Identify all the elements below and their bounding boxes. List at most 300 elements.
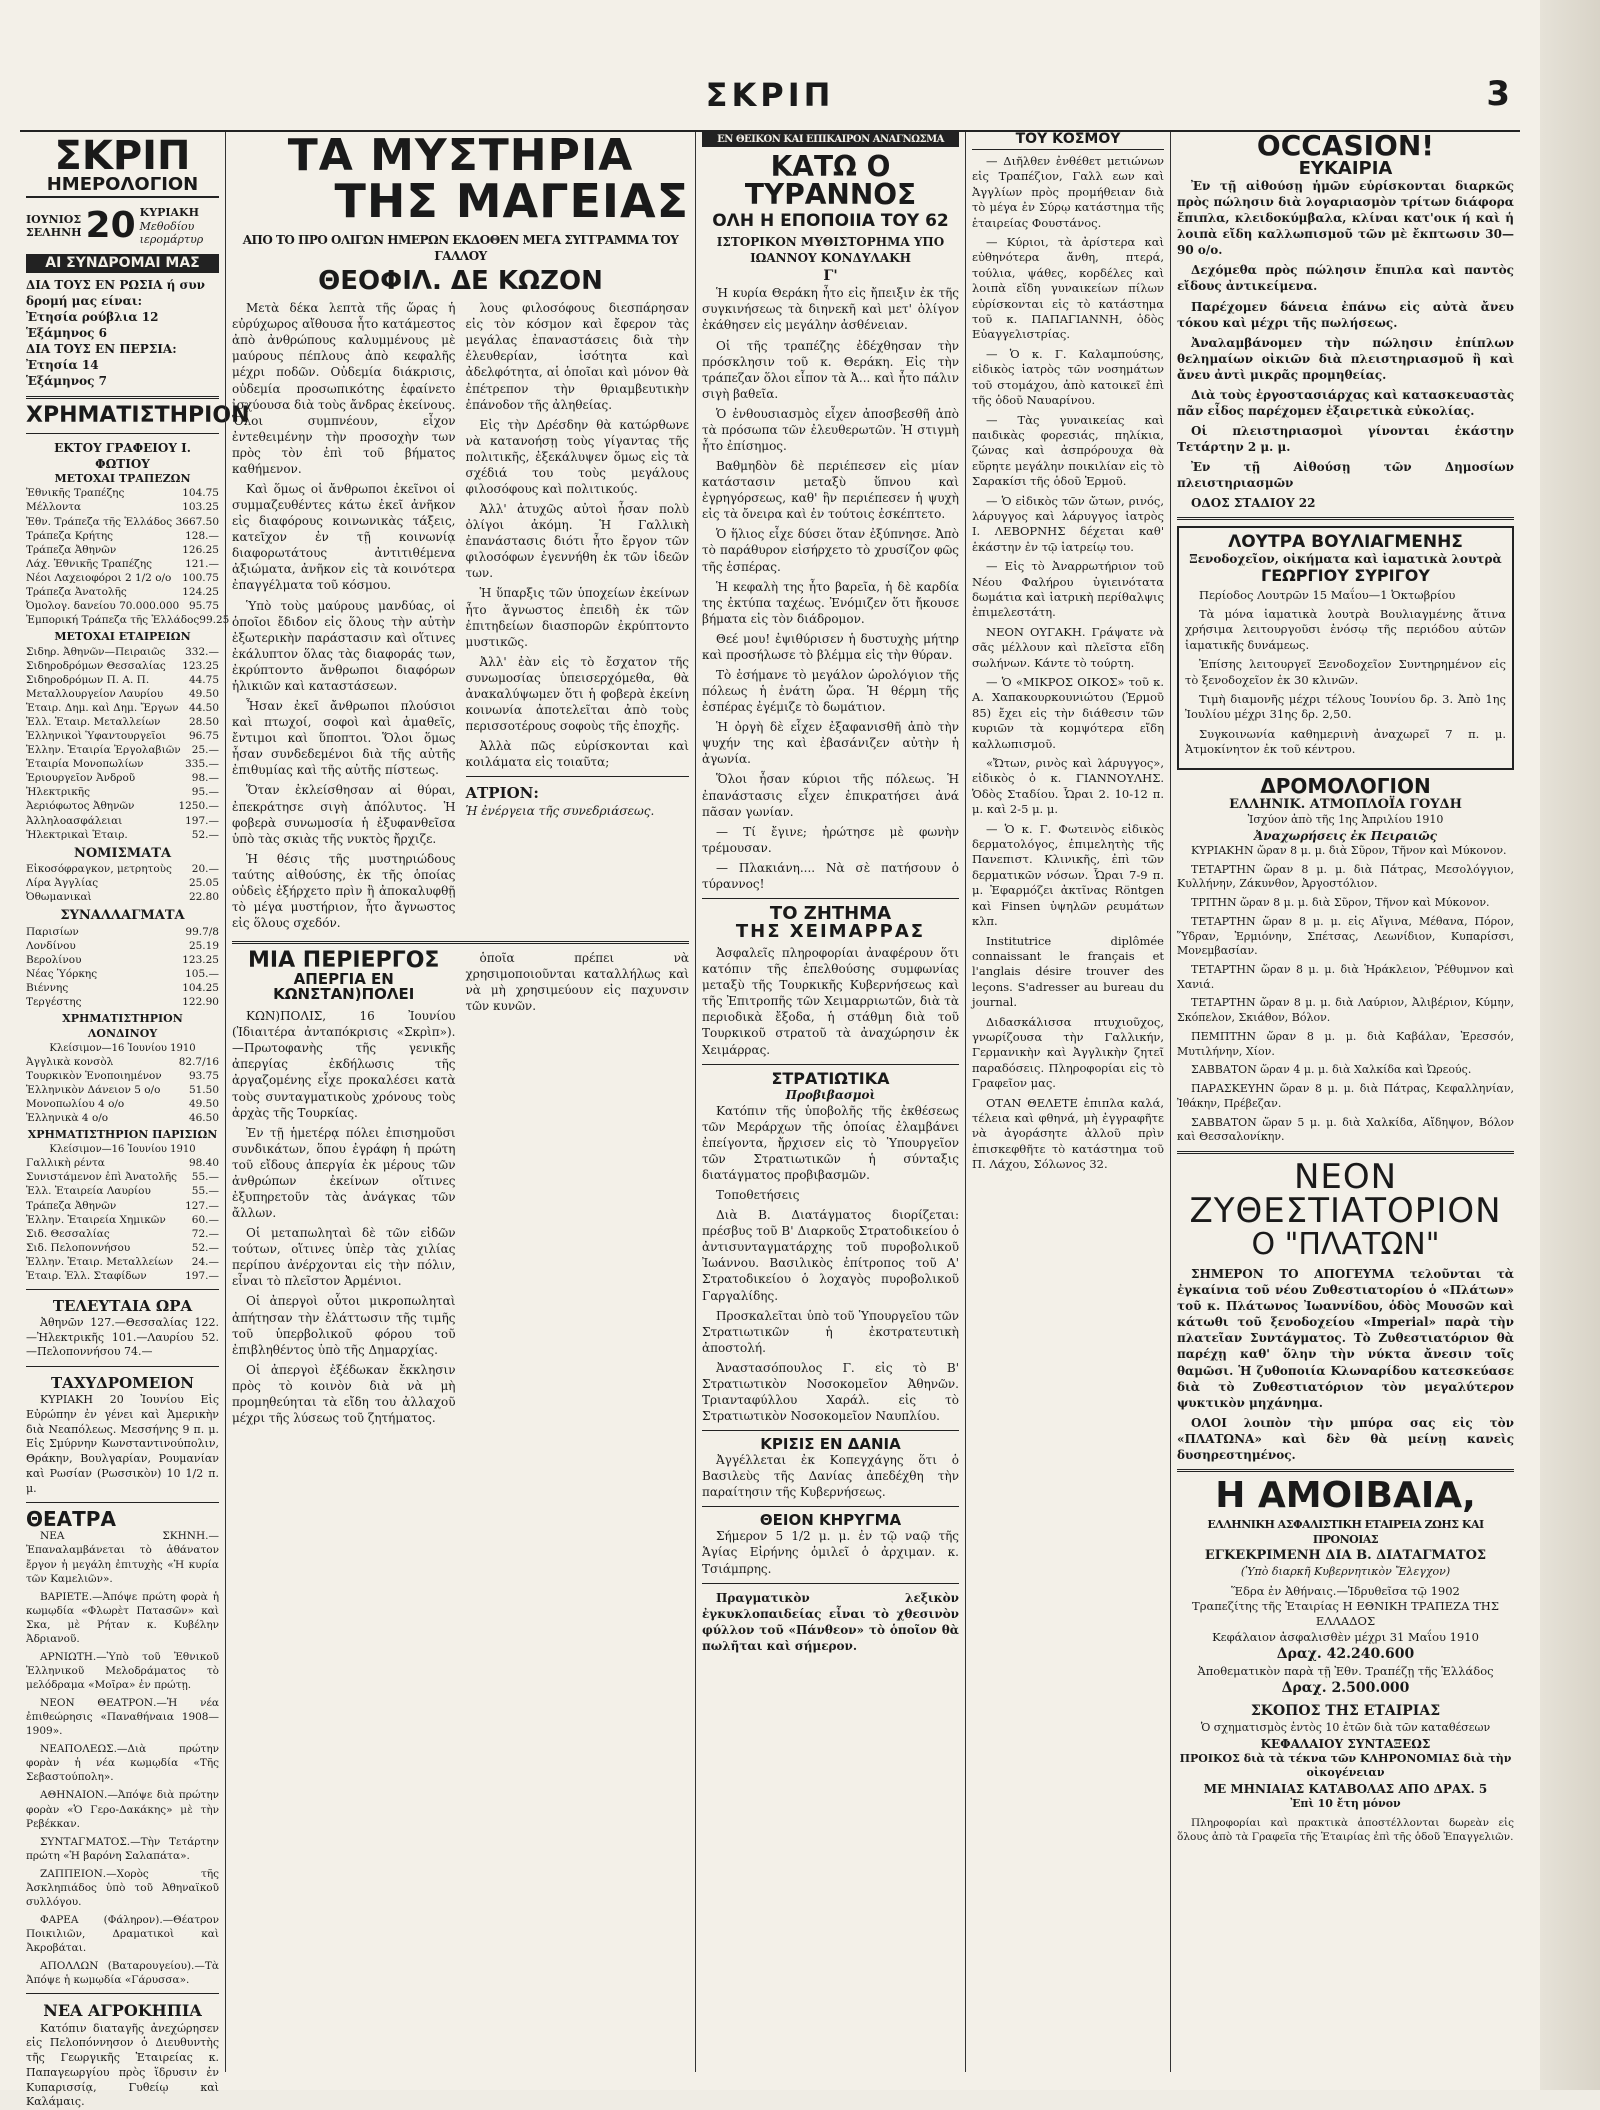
company-row	[26, 814, 219, 828]
bank-row-label: Λάχ. Ἐθνικῆς Τραπέζης	[26, 557, 153, 570]
fx-row	[26, 953, 219, 967]
page-number: 3	[1486, 74, 1510, 114]
theatre-item: ΖΑΠΠΕΙΟΝ.—Χορὸς τῆς Ἀσκληπιάδος ὑπὸ τοῦ Ἀθηναϊκοῦ συλλόγου.	[26, 1867, 219, 1908]
bank-row-value: 128.—	[185, 529, 219, 542]
mysteries-paragraph: Ὑπὸ τοὺς μαύρους μανδύας, οἱ ὁποῖοι ἔδιδον εἰς ὅλους τὴν αὐτὴν ἐξωτερικὴν παράστασιν καὶ οἵτινες ἐκάλυπτον ὅλας τὰς διαφοράς των, ἐκρύπτοντο ἄνθρωποι διαφόρων ἡλικιῶν καὶ καταστάσεων.	[232, 598, 456, 693]
cheimarra-text: Ἀσφαλεῖς πληροφορίαι ἀναφέρουν ὅτι κατόπιν τῆς ἐπελθούσης συμφωνίας μεταξὺ τῆς Τουρκικῆς Κυβερνήσεως καὶ τῆς Ἐπιτροπῆς τῶν Χειμαρριωτῶν, διὰ τὰ περιοδικὰ ἔξοδα, ἡ στάθμη διὰ τοῦ Τουρκικοῦ στρατοῦ τὰ ἀναχώρησιν ἐκ Χειμάρρας.	[702, 946, 959, 1057]
company-row-value: 44.50	[188, 702, 219, 715]
paris-row-label: Σιδ. Θεσσαλίας	[26, 1227, 110, 1240]
occasion-head: OCCASION!	[1256, 129, 1435, 162]
insurance-cap: ΚΕΦΑΛΑΙΟΥ ΣΥΝΤΑΞΕΩΣ	[1260, 1736, 1431, 1751]
last-hour-text: Ἀθηνῶν 127.—Θεσσαλίας 122.—Ἠλεκτρικῆς 101.—Λαυρίου 52.—Πελοποννήσου 74.—	[26, 1315, 219, 1359]
paris-row	[26, 1170, 219, 1184]
theatre-item: ΑΘΗΝΑΙΟΝ.—Ἀπόψε διὰ πρώτην φορὰν «Ὁ Γερο-Δακάκης» μὲ τὴν Ρεβέκκαν.	[26, 1789, 219, 1830]
fx-row-value: 123.25	[182, 953, 219, 966]
route-item: ΤΡΙΤΗΝ ὥραν 8 μ. μ. διὰ Σῦρον, Τῆνον καὶ Μύκονον.	[1191, 896, 1490, 910]
london-row-label: Ἀγγλικὰ κονσὸλ	[26, 1055, 114, 1068]
london-row-value: 49.50	[188, 1098, 219, 1111]
paris-row-value: 55.—	[191, 1171, 219, 1184]
company-row	[26, 659, 219, 673]
company-row-label: Ἐριουργεῖον Ἀνδροῦ	[26, 772, 136, 785]
cheimarra-head-1: ΤΟ ΖΗΤΗΜΑ	[769, 903, 892, 925]
world-ad: — Ὁ εἰδικὸς τῶν ὤτων, ρινός, λάρυγγος καὶ λάρυγγος ἰατρὸς Ι. ΛΕΒΟΡΝΗΣ δέχεται καθ' ἑκάστην ἐν τῷ ἰατρείῳ του.	[972, 493, 1164, 554]
theatre-item: ΝΕΑΠΟΛΕΩΣ.—Διὰ πρώτην φορὰν ἡ νέα κωμῳδία «Τῆς Σεβαστούπολη».	[26, 1743, 219, 1784]
paris-row-value: 127.—	[185, 1199, 219, 1212]
theatre-head: ΘΕΑΤΡΑ	[26, 1507, 116, 1532]
bank-row-label: Ἐμπορική Τράπεζα τῆς Ἑλλάδος	[26, 613, 200, 626]
paris-row	[26, 1213, 219, 1227]
bank-row-label: Νέοι Λαχειοφόροι 2 1/2 ο/ο	[26, 571, 172, 584]
fx-row	[26, 925, 219, 939]
world-ad: Διδασκάλισσα πτυχιοῦχος, γνωρίζουσα τὴν Γαλλικήν, Γερμανικὴν καὶ Ἀγγλικὴν ζητεῖ παραδόσεις. Πληροφορίαι εἰς τὸ Γραφεῖον μας.	[972, 1014, 1164, 1091]
route-item: ΠΕΜΠΤΗΝ ὥραν 8 μ. μ. διὰ Καβάλαν, Ἐρεσσόν, Μυτιλήνην, Χίον.	[1177, 1029, 1514, 1058]
company-row-label: Ἑταιρ. Δημ. καὶ Δημ. Ἔργων	[26, 702, 179, 715]
company-row	[26, 729, 219, 743]
world-ad: — Εἰς τὸ Ἀναρρωτήριον τοῦ Νέου Φαλήρου ὑγιεινότατα δωμάτια καὶ ἰατρικὴ περίθαλψις ἐπιμελεστάτη.	[972, 559, 1164, 620]
baths-paragraph: Τιμὴ διαμονῆς μέχρι τέλους Ἰουνίου δρ. 3. Ἀπὸ 1ης Ἰουλίου μέχρι 31ης δρ. 2,50.	[1185, 692, 1506, 722]
subs-row: ΔΙΑ ΤΟΥΣ ΕΝ ΡΩΣΙΑ ή συν δρομή μας είναι:	[26, 277, 206, 309]
military-paragraph: Κατόπιν τῆς ὑποβολῆς τῆς ἐκθέσεως τῶν Μεράρχων τῆς ὁποίας ἐλαμβάνει ἐπείγοντα, ἤρχισεν εἰς τὸ Ὑπουργεῖον τῶν Στρατιωτικῶν ἡ σύνταξις διατάγματος προβιβασμῶν.	[702, 1103, 959, 1182]
tyrant-paragraph: — Τί ἔγινε; ἠρώτησε μὲ φωνὴν τρέμουσαν.	[702, 824, 959, 855]
paris-row-value: 55.—	[191, 1185, 219, 1198]
fx-row	[26, 981, 219, 995]
london-row-value: 46.50	[188, 1112, 219, 1125]
insurance-aim-head: ΣΚΟΠΟΣ ΤΗΣ ΕΤΑΙΡΙΑΣ	[1250, 1703, 1441, 1720]
mysteries-paragraph: Ἀλλ' ἀτυχῶς αὐτοὶ ἦσαν πολὺ ὀλίγοι ἀκόμη. Ἡ Γαλλικὴ ἐπανάστασις διότι ἦτο ἔργον τῶν φιλοσόφων ἐγεννήθη ἐκ τῶν ἰδεῶν των.	[465, 502, 689, 581]
banks-table	[26, 486, 230, 627]
coin-row	[26, 890, 219, 904]
occasion-paragraph: Ἀναλαμβάνομεν τὴν πώλησιν ἐπίπλων θελημαίων οἰκιῶν διὰ πλειστηριασμοῦ ἢ καὶ ἄνευ ἀντὶ μικρᾶς προμηθείας.	[1177, 335, 1514, 382]
paris-row-label: Ἑλλ. Ἑταιρεία Λαυρίου	[26, 1185, 151, 1198]
tyrant-sub: ΟΛΗ Η ΕΠΟΠΟΙΙΑ ΤΟΥ 62	[712, 211, 949, 232]
bank-row	[26, 613, 230, 627]
mysteries-title-2: ΤΗΣ ΜΑΓΕΙΑΣ	[334, 174, 689, 228]
route-item: ΤΕΤΑΡΤΗΝ ὥραν 8 μ. μ. διὰ Λαύριον, Ἀλιβέριον, Κύμην, Σκόπελον, Σκιάθον, Βόλον.	[1177, 996, 1514, 1025]
insurance-end: Ἐπὶ 10 ἔτη μόνον	[1290, 1797, 1401, 1811]
post-text: ΚΥΡΙΑΚΗ 20 Ἰουνίου Εἰς Εὐρώπην ἐν γένει καὶ Ἀμερικὴν διὰ Νεαπόλεως. Μεσσήνης 9 π. μ. Εἰς Σμύρνην Κωνσταντινούπολιν, Θράκην, Βουλγαρίαν, Ρουμανίαν καὶ Ρωσίαν (Ρωσσικὸν) 10 1/2 π. μ.	[26, 1393, 219, 1495]
company-row-value: 25.—	[191, 744, 219, 757]
company-row-value: 335.—	[185, 758, 219, 771]
company-row	[26, 828, 219, 842]
paris-date: Κλείσιμον—16 Ἰουνίου 1910	[49, 1143, 196, 1155]
occasion-paragraph: Ἐν τῇ Αἰθούσῃ τῶν Δημοσίων πλειστηριασμῶν	[1177, 460, 1514, 491]
cheimarra-head-2: ΤΗΣ ΧΕΙΜΑΡΡΑΣ	[735, 921, 926, 943]
company-row-value: 332.—	[185, 645, 219, 658]
paris-row	[26, 1241, 219, 1255]
theatre-item: ΑΡΝΙΩΤΗ.—Ὑπὸ τοῦ Ἐθνικοῦ Ἑλληνικοῦ Μελοδράματος τὸ μελόδραμα «Μοῖρα» ἐν πρώτῃ.	[26, 1650, 219, 1692]
insurance-row: Δραχ. 42.240.600	[1276, 1646, 1415, 1663]
company-row-label: Ἀεριόφωτος Ἀθηνῶν	[26, 800, 135, 813]
agri-text: Κατόπιν διαταγῆς ἀνεχώρησεν εἰς Πελοπόννησον ὁ Διευθυντὴς τῆς Γεωργικῆς Ἑταιρείας κ. Παπαγεωργίου πρὸς ἵδρυσιν ἐν Κυπαρισσίᾳ, Γυθείῳ καὶ Καλάμαις.	[26, 2021, 219, 2109]
bank-row-label: Ἐθνικῆς Τραπέζης	[26, 487, 125, 500]
insurance-rows	[1177, 1584, 1514, 1699]
subs-list	[26, 277, 219, 390]
london-row-label: Ἑλληνικὸν Δάνειον 5 ο/ο	[26, 1084, 161, 1097]
atrion-head: ΑΤΡΙΟΝ:	[465, 784, 539, 803]
world-ad: ΟΤΑΝ ΘΕΛΕΤΕ ἐπιπλα καλά, τέλεια καὶ φθηνά, μὴ ἐγγραφῆτε νὰ ἀγοράσητε ἀλλοῦ πρὶν ἐπισκεφθῆτε τὸ κατάστημα τοῦ Π. Λάχου, Σόλωνος 32.	[972, 1095, 1164, 1172]
exchange-head: ΧΡΗΜΑΤΙΣΤΗΡΙΟΝ	[26, 402, 250, 428]
mysteries-paragraph: Καὶ ὅμως οἱ ἄνθρωποι ἐκεῖνοι οἱ συμμαζευθέντες κάτω ἐκεῖ ἀνῆκον εἰς διαφόρους κοινωνικὰς τάξεις, κατεῖχον ἐν τῇ κοινωνίᾳ διαφορωτάτους ἀντιτιθέμενα ἀξιώματα, ἀνῆκον εἰς τὰ κοινότερα ἐπαγγέλματα τοῦ κόσμου.	[232, 482, 456, 593]
baths-paragraph: Ἐπίσης λειτουργεῖ Ξενοδοχεῖον Συντηρημένον εἰς τὸ ξενοδοχεῖον ἐκ 30 κλινῶν.	[1185, 657, 1506, 687]
company-row-value: 123.25	[182, 659, 219, 672]
london-row-value: 82.7/16	[178, 1055, 219, 1068]
occasion-sub: ΕΥΚΑΙΡΙΑ	[1298, 158, 1393, 179]
london-table	[26, 1055, 219, 1125]
col3-footer: Πραγματικὸν λεξικὸν ἐγκυκλοπαιδείας εἶναι τὸ χθεσινὸν φύλλον τοῦ «Πάνθεον» τὸ ὁποῖον θὰ πωλῆται καὶ σήμερον.	[702, 1590, 959, 1653]
calendar-subtitle: ΗΜΕΡΟΛΟΓΙΟΝ	[26, 176, 219, 198]
mysteries-body	[232, 300, 689, 935]
tyrant-title: ΚΑΤΩ Ο ΤΥΡΑΝΝΟΣ	[744, 150, 917, 212]
bank-row	[26, 585, 219, 599]
baths-paragraph: Τὰ μόνα ἰαματικὰ λουτρὰ Βουλιαγμένης ἅτινα χρήσιμα λειτουργοῦσι ἐνόσῳ τῆς περιόδου αὐτῶν ἰαματικῆς δυνάμεως.	[1185, 606, 1506, 652]
tyrant-paragraph: Ὅλοι ἦσαν κύριοι τῆς πόλεως. Ἡ ἐπανάστασις εἶχεν ἐπικρατήσει ἀνά πᾶσαν γωνίαν.	[702, 772, 959, 819]
theatre-item: ΝΕΟΝ ΘΕΑΤΡΟΝ.—Ἡ νέα ἐπιθεώρησις «Παναθήναια 1908—1909».	[26, 1697, 219, 1738]
theatre-item: ΦΑΡΕΑ (Φάληρον).—Θέατρον Ποικιλιῶν, Δραματικοὶ καὶ Ἀκροβάται.	[26, 1913, 219, 1955]
tyrant-paragraph: Θεέ μου! ἐψιθύρισεν ἡ δυστυχὴς μήτηρ καὶ προσήλωσε τὸ βλέμμα εἰς τὴν θύραν.	[702, 631, 959, 662]
column-calendar-exchange	[20, 132, 250, 2109]
masthead	[20, 70, 1520, 132]
last-hour-head: ΤΕΛΕΥΤΑΙΑ ΩΡΑ	[52, 1296, 193, 1315]
bank-row-value: 95.75	[188, 599, 219, 612]
bank-row-value: 103.25	[182, 501, 219, 514]
banks-head: ΜΕΤΟΧΑΙ ΤΡΑΠΕΖΩΝ	[54, 471, 191, 485]
tyrant-paragraph: Ἡ κυρία Θεράκη ἦτο εἰς ἤπειξιν ἐκ τῆς συγκινήσεως τὰ διηνεκῆ καὶ μετ' ὀλίγον ἐκάθησεν εἰς μεγάλην ἀσθένειαν.	[702, 286, 959, 333]
company-row-value: 52.—	[191, 828, 219, 841]
day-number: 20	[85, 205, 136, 246]
company-row	[26, 757, 219, 771]
zyth-head: ΝΕΟΝ ΖΥΘΕΣΤΙΑΤΟΡΙΟΝ	[1189, 1157, 1502, 1232]
company-row-label: Ἑταιρία Μονοπωλίων	[26, 758, 144, 771]
paris-table	[26, 1156, 219, 1283]
company-row	[26, 645, 219, 659]
military-paragraph: Ἀναστασόπουλος Γ. εἰς τὸ Β' Στρατιωτικὸν Νοσοκομεῖον Ἀθηνῶν. Τριανταφύλλου Χαράλ. εἰς τὸ Στρατιωτικὸν Νοσοκομεῖον Ναυπλίου.	[702, 1360, 959, 1424]
company-row-label: Ἑλλην. Ἑταιρία Ἐργολαβιῶν	[26, 744, 181, 757]
bank-row	[26, 557, 219, 571]
coin-row-value: 25.05	[188, 877, 219, 890]
paris-row-label: Σιδ. Πελοποννήσου	[26, 1241, 131, 1254]
occasion-paragraph: Ἐν τῇ αἰθούσῃ ἡμῶν εὑρίσκονται διαρκῶς πρὸς πώλησιν διὰ λογαριασμὸν τρίτων διάφορα ἔπιπλα, κλειδοκύμβαλα, κλίναι κατ'οικ ή καὶ ἡ λοιπὰ εἴδη καλλωπισμοῦ τῶν μὲ ἔκπτωσιν 30—90 ο/ο.	[1177, 179, 1514, 258]
route-company: ΕΛΛΗΝΙΚ. ΑΤΜΟΠΛΟΪΑ ΓΟΥΔΗ	[1229, 796, 1462, 812]
subs-row: Ἐτησία ρούβλια 12	[26, 310, 159, 325]
bank-row-label: Τράπεζα Κρήτης	[26, 529, 114, 542]
bank-row-value: 124.25	[182, 585, 219, 598]
company-row-label: Ἑλληνικοὶ Ὑφαντουργεῖοι	[26, 730, 166, 743]
paris-row	[26, 1269, 219, 1283]
paris-head: ΧΡΗΜΑΤΙΣΤΗΡΙΟΝ ΠΑΡΙΣΙΩΝ	[27, 1128, 218, 1142]
mysteries-paragraph: Μετὰ δέκα λεπτὰ τῆς ὥρας ἡ εὐρύχωρος αἴθουσα ἦτο κατάμεστος ἀπὸ ἀνθρώπους καλυμμένους μὲ μαύρους πέπλους ἀπὸ κεφαλῆς μέχρι ποδῶν. Οὐδεμία διάκρισις, οὐδεμία προσωπικότης ἐφαίνετο ἰσχύουσα διὰ τοὺς ἄνδρας ἐκείνους. Ὅλοι συμπνέουν, εἶχον ἐντεθειμένην τὴν προσοχὴν των πρὸς τὸν ἐπὶ τοῦ βήματος καθήμενον.	[232, 301, 456, 476]
atrion-text: Ἡ ἐνέργεια τῆς συνεδριάσεως.	[465, 804, 655, 819]
paris-row	[26, 1199, 219, 1213]
bank-row-value: 3667.50	[175, 515, 219, 528]
fx-row-value: 104.25	[182, 981, 219, 994]
theatre-item: ΑΠΟΛΛΩΝ (Βαταρουγείου).—Τὰ Ἀπόψε ἡ κωμῳδία «Γάρυσσα».	[26, 1960, 219, 1987]
coins-head: ΝΟΜΙΣΜΑΤΑ	[73, 845, 172, 861]
military-sub: Προβιβασμοὶ	[785, 1087, 876, 1102]
bank-row-value: 126.25	[182, 543, 219, 556]
denmark-head: ΚΡΙΣΙΣ ΕΝ ΔΑΝΙΑ	[760, 1435, 901, 1454]
baths-paragraph: Συγκοινωνία καθημερινὴ ἀναχωρεῖ 7 π. μ. Ἀτμοκίνητον ἐκ τοῦ κέντρου.	[1185, 726, 1506, 757]
tyrant-paragraph: Ὁ ἐνθουσιασμὸς εἶχεν ἀποσβεσθῆ ἀπὸ τὰ πρόσωπα τῶν ἐλευθερωτῶν. Ἡ στιγμὴ ἦτο ἐπίσημος.	[702, 406, 959, 453]
mysteries-paragraph: Ὅταν ἐκλείσθησαν αἱ θύραι, ἐπεκράτησε σιγὴ ἀπόλυτος. Ἡ φοβερὰ συνωμοσία ἡ ἐξυφανθεῖσα ὑπὸ τὰς σκιὰς τῆς νυκτὸς ἤρχιζε.	[232, 783, 456, 846]
occasion-paragraph: Δεχόμεθα πρὸς πώλησιν ἔπιπλα καὶ παντὸς εἴδους ἀντικείμενα.	[1177, 263, 1514, 294]
page-edge	[1540, 0, 1600, 2090]
column-tyrant	[695, 132, 965, 2072]
company-row-label: Σιδηροδρόμων Π. Α. Π.	[26, 673, 150, 686]
company-row-value: 44.75	[188, 673, 219, 686]
theatre-item: ΝΕΑ ΣΚΗΝΗ.—Ἐπαναλαμβάνεται τὸ ἀθάνατον ἔργον ἡ μεγάλη ἐπιτυχὴς «Ἡ κυρία τῶν Καμελιῶν».	[26, 1530, 219, 1585]
mysteries-title-1: ΤΑ ΜΥΣΤΗΡΙΑ	[287, 130, 634, 181]
route-item: ΤΕΤΑΡΤΗΝ ὥραν 8 μ. μ. διὰ Ἡράκλειον, Ῥέθυμνον καὶ Χανιά.	[1177, 962, 1514, 991]
paris-row-value: 98.40	[188, 1157, 219, 1170]
company-row-label: Ἀλληλοασφάλειαι	[26, 814, 123, 827]
date-box	[26, 202, 219, 250]
coin-row	[26, 862, 219, 876]
route-item: ΤΕΤΑΡΤΗΝ ὥραν 8 μ. μ. διὰ Πάτρας, Μεσολόγγιον, Κυλλήνην, Ζάκυνθον, Ἀργοστόλιον.	[1177, 862, 1514, 891]
bank-row-label: Τράπεζα Ἀνατολῆς	[26, 585, 127, 598]
strike-paragraph: Οἱ ἀπεργοὶ οὗτοι μικροπωληταὶ ἀπήτησαν τὴν ἐλάττωσιν τῆς τιμῆς τοῦ ὑπερβολικοῦ φόρου τοῦ ἐπιβληθέντος ὑπὸ τῆς Δημαρχίας.	[232, 1294, 456, 1357]
zyth-name: Ο "ΠΛΑΤΩΝ"	[1251, 1227, 1440, 1263]
zyth-foot: ΟΛΟΙ λοιπὸν τὴν μπύρα σας εἰς τὸν «ΠΛΑΤΩΝΑ» καὶ δὲν θὰ μείνῃ κανεὶς δυσηρεστημένος.	[1177, 1415, 1514, 1462]
company-row-value: 49.50	[188, 687, 219, 700]
bank-row-label: Ὀμολογ. δανείου 70.000.000	[26, 599, 180, 612]
world-head: ΤΟΥ ΚΟΣΜΟΥ	[972, 132, 1164, 150]
subs-row: Ἑξάμηνος 6	[26, 326, 107, 341]
mysteries-body-right	[466, 300, 690, 935]
bank-row	[26, 543, 219, 557]
bank-row-value: 100.75	[182, 571, 219, 584]
coin-row-label: Εἰκοσόφραγκον, μετρητοὺς	[26, 863, 172, 876]
baths-paragraph: Περίοδος Λουτρῶν 15 Μαΐου—1 Ὀκτωβρίου	[1199, 587, 1456, 602]
paris-row-value: 24.—	[191, 1255, 219, 1268]
paris-row-label: Ἑλλην. Ἑταιρ. Μεταλλείων	[26, 1255, 174, 1268]
company-row	[26, 687, 219, 701]
world-ad: — Ὁ κ. Γ. Φωτεινὸς εἰδικὸς δερματολόγος, ἐπιμελητὴς τῆς Πανεπιστ. Κλινικῆς, ἐπὶ τῶν δερματικῶν νόσων. Ὧραι 7-9 π. μ. Ἐφαρμόζει ἀκτῖνας Röntgen καὶ Finsen ὑψηλῶν ρευμάτων κλπ.	[972, 821, 1164, 929]
military-paragraph: Τοποθετήσεις	[716, 1188, 800, 1203]
paris-row-value: 52.—	[191, 1241, 219, 1254]
fx-row-label: Λονδίνου	[26, 939, 76, 952]
route-valid: Ἰσχύον ἀπὸ τῆς 1ης Ἀπριλίου 1910	[1247, 813, 1444, 827]
company-row-value: 95.—	[191, 786, 219, 799]
coin-row-value: 20.—	[191, 863, 219, 876]
company-row	[26, 771, 219, 785]
coin-row	[26, 876, 219, 890]
paris-row-value: 197.—	[185, 1269, 219, 1282]
company-row	[26, 701, 219, 715]
company-row-label: Ἑλλ. Ἑταιρ. Μεταλλείων	[26, 716, 161, 729]
route-list	[1177, 844, 1514, 1145]
fx-row-label: Βερολίνου	[26, 953, 82, 966]
weekday: ΚΥΡΙΑΚΗ	[139, 206, 199, 220]
agri-head: ΝΕΑ ΑΓΡΟΚΗΠΙΑ	[43, 2001, 202, 2021]
london-row	[26, 1069, 219, 1083]
london-row	[26, 1097, 219, 1111]
bank-row	[26, 599, 219, 613]
paris-row-label: Ἑταιρ. Ἑλλ. Σταφίδων	[26, 1269, 147, 1282]
route-item: ΣΑΒΒΑΤΟΝ ὥραν 5 μ. μ. διὰ Χαλκίδα, Αἴδηψον, Βόλον καὶ Θεσσαλονίκην.	[1177, 1115, 1514, 1144]
bank-row	[26, 486, 219, 500]
baths-text	[1185, 588, 1506, 758]
military-head: ΣΤΡΑΤΙΩΤΙΚΑ	[771, 1068, 890, 1088]
mysteries-paragraph: Ἦσαν ἐκεῖ ἄνθρωποι πλούσιοι καὶ πτωχοί, σοφοὶ καὶ ἀμαθεῖς, ἔντιμοι καὶ ὕποπτοι. Ὅλοι ὅμως ἦσαν συνδεδεμένοι διὰ τῆς αὐτῆς ἐπιθυμίας καὶ τῆς αὐτῆς πίστεως.	[232, 699, 456, 778]
tyrant-kicker: ΕΝ ΘΕΙΚΟΝ ΚΑΙ ΕΠΙΚΑΙΡΟΝ ΑΝΑΓΝΩΣΜΑ	[702, 132, 959, 147]
paris-row-label: Τράπεζα Ἀθηνῶν	[26, 1199, 117, 1212]
company-row-label: Ἠλεκτρικαὶ Ἑταιρ.	[26, 828, 128, 841]
company-row-label: Μεταλλουργείον Λαυρίου	[26, 687, 164, 700]
london-row-value: 51.50	[188, 1084, 219, 1097]
world-ad: — Ὁ κ. Γ. Καλαμπούσης, εἰδικὸς ἰατρὸς τῶν νοσημάτων τοῦ στομάχου, ἀπὸ κατοικεῖ ἐπὶ τῆς ὁδοῦ Ναυαρίνου.	[972, 346, 1164, 408]
occasion-paragraph: Διὰ τοὺς ἐργοστασιάρχας καὶ κατασκευαστὰς πᾶν εἶδος παρέχομεν ἐξαιρετικὰ εὐκολίας.	[1177, 387, 1514, 419]
london-row-value: 93.75	[188, 1069, 219, 1082]
route-item: ΚΥΡΙΑΚΗΝ ὥραν 8 μ. μ. διὰ Σῦρον, Τῆνον καὶ Μύκονον.	[1191, 843, 1507, 857]
insurance-note: (Ὑπὸ διαρκῆ Κυβερνητικὸν Ἔλεγχον)	[1240, 1564, 1451, 1578]
bank-row	[26, 571, 219, 585]
tyrant-chapter: Γ'	[823, 267, 838, 284]
paris-row-value: 60.—	[191, 1213, 219, 1226]
tyrant-paragraph: Βαθμηδὸν δὲ περιέπεσεν εἰς μίαν κατάστασιν μεταξὺ ὕπνου καὶ ἐγρηγόρσεως, καθ' ἣν περιέπεσεν ἡ ψυχὴ εἰς τὰ ὄνειρα καὶ ἐν τούτοις ἐσκέπτετο.	[702, 459, 959, 522]
theatre-list	[26, 1529, 219, 1987]
military-text	[702, 1103, 959, 1424]
company-row-label: Σιδηρ. Ἀθηνῶν—Πειραιῶς	[26, 645, 166, 658]
fx-row-label: Τεργέστης	[26, 995, 82, 1008]
mysteries-deck: ΑΠΟ ΤΟ ΠΡΟ ΟΛΙΓΩΝ ΗΜΕΡΩΝ ΕΚΔΟΘΕΝ ΜΕΓΑ ΣΥΓΓΡΑΜΜΑ ΤΟΥ ΓΑΛΛΟΥ	[242, 233, 679, 264]
route-head: ΔΡΟΜΟΛΟΓΙΟΝ	[1260, 773, 1431, 798]
subs-row: Ἐτησία 14	[26, 358, 99, 373]
mysteries-paragraph: Ἡ ὕπαρξις τῶν ὑποχείων ἐκείνων ἦτο ἄγνωστος ἐπειδὴ ἐκ τῶν ἐπιτηδείων διασπορῶν ἐκρύπτοντο μυστικῶς.	[465, 586, 689, 649]
companies-table	[26, 645, 219, 842]
theatre-item: ΣΥΝΤΑΓΜΑΤΟΣ.—Τὴν Τετάρτην πρώτη «Ἡ βαρόνη Σαλαπάτα».	[26, 1835, 219, 1862]
fx-table	[26, 925, 219, 1009]
tyrant-paragraph: — Πλακιάνη.... Νὰ σὲ πατήσουν ὁ τύραννος!	[702, 860, 959, 891]
sermon-head: ΘΕΙΟΝ ΚΗΡΥΓΜΑ	[759, 1511, 902, 1530]
company-row	[26, 715, 219, 729]
world-ad: ΝΕΟΝ ΟΥΓΑΚΗ. Γράψατε νὰ σᾶς μέλλουν καὶ πλεῖστα εἴδη σωλήνων. Κάντε τὸ τούρτη.	[972, 624, 1164, 670]
post-head: ΤΑΧΥΔΡΟΜΕΙΟΝ	[51, 1374, 194, 1393]
paris-row-value: 72.—	[191, 1227, 219, 1240]
fx-row	[26, 939, 219, 953]
insurance-monthly: ΜΕ ΜΗΝΙΑΙΑΣ ΚΑΤΑΒΟΛΑΣ ΑΠΟ ΔΡΑΧ. 5	[1203, 1782, 1488, 1797]
company-row-value: 28.50	[188, 716, 219, 729]
london-row-label: Ἑλληνικὰ 4 ο/ο	[26, 1112, 109, 1125]
strike-article	[232, 950, 689, 1430]
london-row-label: Τουρκικὸν Ἑνοποιημένον	[26, 1069, 162, 1082]
world-ad: «Ὤτων, ρινὸς καὶ λάρυγγος», εἰδικὸς ὁ κ. ΓΙΑΝΝΟΥΛΗΣ. Ὁδὸς Σταδίου. Ὧραι 2. 10-12 π. μ. καὶ 2-5 μ. μ.	[972, 756, 1164, 817]
tyrant-paragraph: Οἱ τῆς τραπέζης ἐδέχθησαν τὴν πρόσκλησιν τοῦ κ. Θεράκη. Εἰς τὴν τράπεζαν ὅλοι εἶπον τὰ Ἀ... καὶ ἦτο πάλιν σιγὴ βαθεῖα.	[702, 338, 959, 401]
insurance-sub: ΕΛΛΗΝΙΚΗ ΑΣΦΑΛΙΣΤΙΚΗ ΕΤΑΙΡΕΙΑ ΖΩΗΣ ΚΑΙ ΠΡΟΝΟΙΑΣ	[1207, 1518, 1484, 1546]
london-row	[26, 1083, 219, 1097]
occasion-paragraph: Παρέχομεν δάνεια ἐπάνω εἰς αὐτὰ ἄνευ τόκου καὶ μέχρι τῆς πωλήσεως.	[1177, 299, 1514, 330]
calendar-title: ΣΚΡΙΠ	[54, 133, 191, 179]
tyrant-paragraph: Ἡ ὀργὴ δὲ εἶχεν ἐξαφανισθῆ ἀπὸ τὴν ψυχήν της καὶ ἐβασάνιζεν αὐτὴν ἡ ἀγωνία.	[702, 720, 959, 767]
zyth-body: ΣΗΜΕΡΟΝ ΤΟ ΑΠΟΓΕΥΜΑ τελοῦνται τὰ ἐγκαίνια τοῦ νέου Ζυθεστιατορίου ὁ «Πλάτων» τοῦ κ. Πλάτωνος Ἰωαννίδου, ὁδὸς Μουσῶν καὶ κάτωθι τοῦ ξενοδοχείου «Imperial» παρὰ τὴν πλατεῖαν Συντάγματος. Τὸ Ζυθεστιατόριον θὰ παρέχῃ καθ' ὅλην τὴν νύκτα ἄνεσιν τοῖς θαμῶσι. Ἡ ζυθοποιία Κλωναρίδου κατεσκεύασε διὰ τὸ Ζυθεστιατόριον τὸν μεγαλύτερον ψυκτικὸν μηχάνημα.	[1177, 1267, 1514, 1410]
fx-row-value: 122.90	[182, 995, 219, 1008]
bank-row-label: Ἐθν. Τράπεζα τῆς Ἑλλάδος	[26, 515, 173, 528]
strike-paragraph: Οἱ μεταπωληταὶ δὲ τῶν εἰδῶν τούτων, οἵτινες ὑπὲρ τὰς χιλίας περίπου ἀνέρχονται εἰς τὴν πόλιν, εἶναι τὸ πλεῖστον Ἀρμένιοι.	[232, 1226, 456, 1289]
company-row-value: 98.—	[191, 772, 219, 785]
tyrant-body	[702, 285, 959, 892]
paris-row	[26, 1184, 219, 1198]
insurance-row: Δραχ. 2.500.000	[1281, 1680, 1410, 1697]
occasion-text	[1177, 178, 1514, 511]
theatre-item: ΒΑΡΙΕΤΕ.—Ἀπόψε πρώτη φορὰ ἡ κωμῳδία «Φλωρὲτ Πατασῶν» καὶ Σκα, μὲ Ρήταν κ. Κυβέλην Ἀδριανοῦ.	[26, 1590, 219, 1645]
company-row	[26, 799, 219, 813]
occasion-paragraph: ΟΔΟΣ ΣΤΑΔΙΟΥ 22	[1191, 496, 1316, 511]
insurance-row: Κεφάλαιον ἀσφαλισθὲν μέχρι 31 Μαΐου 1910	[1212, 1629, 1479, 1644]
mysteries-paragraph: Ἀλλὰ πῶς εὑρίσκονται καὶ κοιλάματα εἰς τοιαῦτα;	[465, 739, 689, 770]
paris-row-label: Γαλλικὴ ρέντα	[26, 1157, 105, 1170]
london-date: Κλείσιμον—16 Ἰουνίου 1910	[49, 1042, 196, 1054]
tyrant-paragraph: Ἡ κεφαλὴ της ἦτο βαρεῖα, ἡ δὲ καρδία της ἐκτύπα ταχέως. Ἐνόμιζεν ὅτι ἤκουσε βήματα εἰς τὸν διάδρομον.	[702, 579, 959, 626]
baths-head: ΛΟΥΤΡΑ ΒΟΥΛΙΑΓΜΕΝΗΣ	[1228, 532, 1463, 553]
london-row	[26, 1055, 219, 1069]
strike-head-2: ΑΠΕΡΓΙΑ ΕΝ ΚΩΝΣΤΑΝ)ΠΟΛΕΙ	[273, 970, 415, 1004]
fx-row-value: 99.7/8	[185, 925, 219, 938]
insurance-aim: Ὁ σχηματισμὸς ἐντὸς 10 ἐτῶν διὰ τῶν καταθέσεων	[1200, 1720, 1491, 1734]
fx-row	[26, 967, 219, 981]
column-mysteries	[225, 132, 695, 2072]
month: ΙΟΥΝΙΟΣ	[26, 212, 82, 226]
tyrant-genre: ΙΣΤΟΡΙΚΟΝ ΜΥΘΙΣΤΟΡΗΜΑ ΥΠΟ	[716, 235, 945, 250]
insurance-row: Τραπεζίτης τῆς Ἑταιρίας Η ΕΘΝΙΚΗ ΤΡΑΠΕΖΑ ΤΗΣ ΕΛΛΑΔΟΣ	[1192, 1599, 1499, 1629]
fx-row	[26, 995, 219, 1009]
route-sub: Ἀναχωρήσεις ἐκ Πειραιῶς	[1254, 828, 1437, 843]
fx-head: ΣΥΝΑΛΛΑΓΜΑΤΑ	[60, 908, 185, 924]
bank-row-value: 121.—	[185, 557, 219, 570]
baths-owner: ΓΕΩΡΓΙΟΥ ΣΥΡΙΓΟΥ	[1261, 565, 1430, 585]
strike-text	[232, 1008, 456, 1426]
route-item: ΤΕΤΑΡΤΗΝ ὥραν 8 μ. μ. εἰς Αἴγινα, Μέθανα, Πόρον, Ὕδραν, Ἑρμιόνην, Σπέτσας, Λεωνίδιον, Κυπαρίσσι, Μονεμβασίαν.	[1177, 914, 1514, 958]
baths-sub: Ξενοδοχεῖον, οἰκήματα καὶ ἰαματικὰ λουτρὰ	[1189, 552, 1502, 567]
world-ad: — Κύριοι, τὰ ἀρίστερα καὶ εὐθηνότερα ἄνθη, πτερά, τούλια, ψάθες, κορδέλες καὶ λοιπὰ εἴδη γυναικείων πίλων εὑρίσκονται εἰς τὸ κατάστημα τοῦ κ. ΠΑΠΑΓΙΑΝΝΗ, ὁδὸς Εὐαγγελιστρίας.	[972, 235, 1164, 342]
route-item: ΣΑΒΒΑΤΟΝ ὥραν 4 μ. μ. διὰ Χαλκίδα καὶ Ὠρεούς.	[1191, 1063, 1472, 1077]
subs-row: Ἑξάμηνος 7	[26, 374, 107, 389]
insurance-row: Ἕδρα ἐν Ἀθήναις.—Ἱδρυθεῖσα τῷ 1902	[1231, 1583, 1460, 1598]
paris-row	[26, 1255, 219, 1269]
company-row	[26, 785, 219, 799]
column-ads	[1170, 129, 1520, 2072]
strike-paragraph: Ἐν τῇ ἡμετέρᾳ πόλει ἐπισημοῦσι συνδικάτων, ὅπου ἐγράφη ἡ πρώτη τοῦ εἴδους ἀπεργία ἐκ μέρους τῶν ἀνθρώπων ἐκείνων οἵτινες ἐξυπηρετοῦν τὰς ἀνάγκας τῶν ἄλλων.	[232, 1125, 456, 1221]
world-ads	[972, 154, 1164, 1173]
strike-paragraph: Οἱ ἀπεργοὶ ἐξέδωκαν ἔκκλησιν πρὸς τὸ κοινὸν διὰ νὰ μὴ προμηθεύηται τὰ εἴδη του ἀλλαχοῦ μέχρι τῆς λύσεως τοῦ ζητήματος.	[232, 1362, 456, 1425]
london-row	[26, 1111, 219, 1125]
fx-row-label: Νέας Ὑόρκης	[26, 967, 98, 980]
strike-head-1: ΜΙΑ ΠΕΡΙΕΡΓΟΣ	[248, 948, 440, 974]
mysteries-paragraph: Εἰς τὴν Δρέσδην θὰ κατώρθωνε νὰ κατανοήσῃ τοὺς γίγαντας τῆς πολιτικῆς, ἐξεκάλυψεν ὅμως εἰς τὰ σχέδιά του τοὺς μεγάλους φιλοσόφους καὶ πολιτικούς.	[465, 417, 689, 497]
military-paragraph: Διὰ Β. Διατάγματος διορίζεται: πρέσβυς τοῦ Β' Διαρκοῦς Στρατοδικείου ὁ ἀντισυνταγματάρχης τοῦ πυροβολικοῦ Ἰωάννου. Βασιλικὸς ἐπίτροπος τοῦ Α' Στρατοδικείου ὁ λοχαγὸς πυροβολικοῦ Γαργαλίδης.	[702, 1208, 959, 1303]
bank-row-value: 104.75	[182, 487, 219, 500]
mysteries-paragraph: Ἀλλ' ἐὰν εἰς τὸ ἔσχατον τῆς συνωμοσίας ὑπεισερχόμεθα, θὰ ἀνακαλύψωμεν ὅτι ἡ φοβερὰ ἐκείνη κοινωνία ἀποτελεῖται ἀπὸ τοὺς περισσοτέρους σοφοὺς τῆς ἐποχῆς.	[465, 654, 689, 734]
masthead-name: ΣΚΡΙΠ	[705, 76, 835, 114]
bank-row-label: Μέλλοντα	[26, 501, 82, 514]
bank-row	[26, 500, 219, 514]
fx-row-value: 25.19	[188, 939, 219, 952]
office: ΕΚΤΟΥ ΓΡΑΦΕΙΟΥ Ι. ΦΩΤΙΟΥ	[54, 440, 191, 471]
coins-table	[26, 862, 219, 904]
saint: Μεθοδίου ιερομάρτυρ	[139, 219, 204, 246]
insurance-row: Ἀποθεματικὸν παρὰ τῇ Ἐθν. Τραπέζῃ τῆς Ἑλλάδος	[1197, 1663, 1494, 1678]
occasion-paragraph: Οἱ πλειστηριασμοὶ γίνονται ἑκάστην Τετάρτην 2 μ. μ.	[1177, 424, 1514, 455]
company-row	[26, 673, 219, 687]
tyrant-paragraph: Ὁ ἥλιος εἶχε δύσει ὅταν ἐξύπνησε. Ἀπὸ τὸ παράθυρον εἰσήρχετο τὸ χρυσίζον φῶς τῆς ἑσπέρας.	[702, 527, 959, 574]
mysteries-body-left	[232, 300, 456, 935]
bank-row-value: 99.25	[199, 613, 230, 626]
coin-row-value: 22.80	[188, 891, 219, 904]
fx-row-label: Βιέννης	[26, 981, 69, 994]
tyrant-paragraph: Τὸ ἐσήμανε τὸ μεγάλον ὡρολόγιον τῆς πόλεως ἡ ἐνάτη ὥρα. Ἡ θέρμη τῆς ἐσπέρας ἐγέμιζε τὸ δωμάτιον.	[702, 668, 959, 715]
bank-row-label: Τράπεζα Ἀθηνῶν	[26, 543, 117, 556]
fx-row-value: 105.—	[185, 967, 219, 980]
tyrant-author: ΙΩΑΝΝΟΥ ΚΟΝΔΥΛΑΚΗ	[750, 251, 911, 266]
bank-row	[26, 515, 219, 529]
